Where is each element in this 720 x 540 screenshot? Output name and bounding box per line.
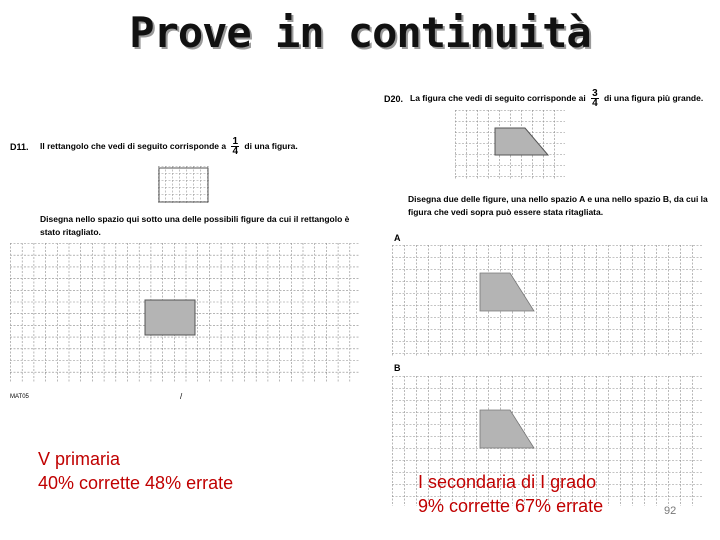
space-a-label: A (394, 233, 401, 243)
instruction-line-2: stato ritagliato. (40, 227, 101, 237)
given-rectangle (145, 300, 195, 335)
question-text-after: di una figura più grande. (604, 92, 704, 103)
instruction-line-2: figura che vedi sopra può essere stata ritagliata. (408, 207, 604, 217)
question-text-before: Il rettangolo che vedi di seguito corrisponde a (40, 140, 227, 151)
left-caption (38, 447, 233, 495)
drawing-grid-left (10, 243, 360, 383)
small-rectangle-figure (158, 166, 210, 204)
question-text-before: La figura che vedi di seguito corrisponde ai (410, 92, 586, 103)
fraction-denominator: 4 (232, 146, 239, 157)
footer-code: MAT05 (10, 394, 29, 400)
question-text-after: di una figura. (244, 140, 298, 151)
trapezoid-in-a (480, 273, 534, 311)
trapezoid-in-b (480, 410, 534, 448)
page-number: 92 (664, 505, 677, 517)
space-b-label: B (394, 363, 401, 373)
fraction (591, 89, 599, 108)
right-caption (418, 470, 603, 518)
caption-grade: I secondaria di I grado (418, 472, 597, 492)
drawing-grid-a (392, 245, 702, 357)
caption-grade: V primaria (38, 449, 121, 469)
trapezoid-figure-grid (455, 110, 565, 180)
item-d20-instruction (408, 193, 708, 219)
instruction-line-1: Disegna due delle figure, una nello spazio A e una nello spazio B, da cui la (408, 194, 708, 204)
caption-results: 40% corrette 48% errate (38, 473, 234, 493)
fraction (231, 137, 239, 156)
fraction-denominator: 4 (592, 98, 598, 109)
item-code-d11: D11. (10, 142, 29, 152)
item-code-d20: D20. (384, 94, 404, 104)
slide-title: Prove in continuità (129, 8, 591, 57)
given-trapezoid (495, 128, 548, 155)
fraction-numerator: 1 (232, 136, 239, 147)
caption-results: 9% corrette 67% errate (418, 496, 604, 516)
footer-mark: / (180, 392, 183, 401)
fraction-numerator: 3 (592, 88, 598, 99)
item-d11-question (40, 137, 360, 156)
item-d20-question (410, 89, 710, 108)
instruction-line-1: Disegna nello spazio qui sotto una delle possibili figure da cui il rettangolo è (40, 214, 350, 224)
item-d11-instruction (40, 213, 370, 239)
